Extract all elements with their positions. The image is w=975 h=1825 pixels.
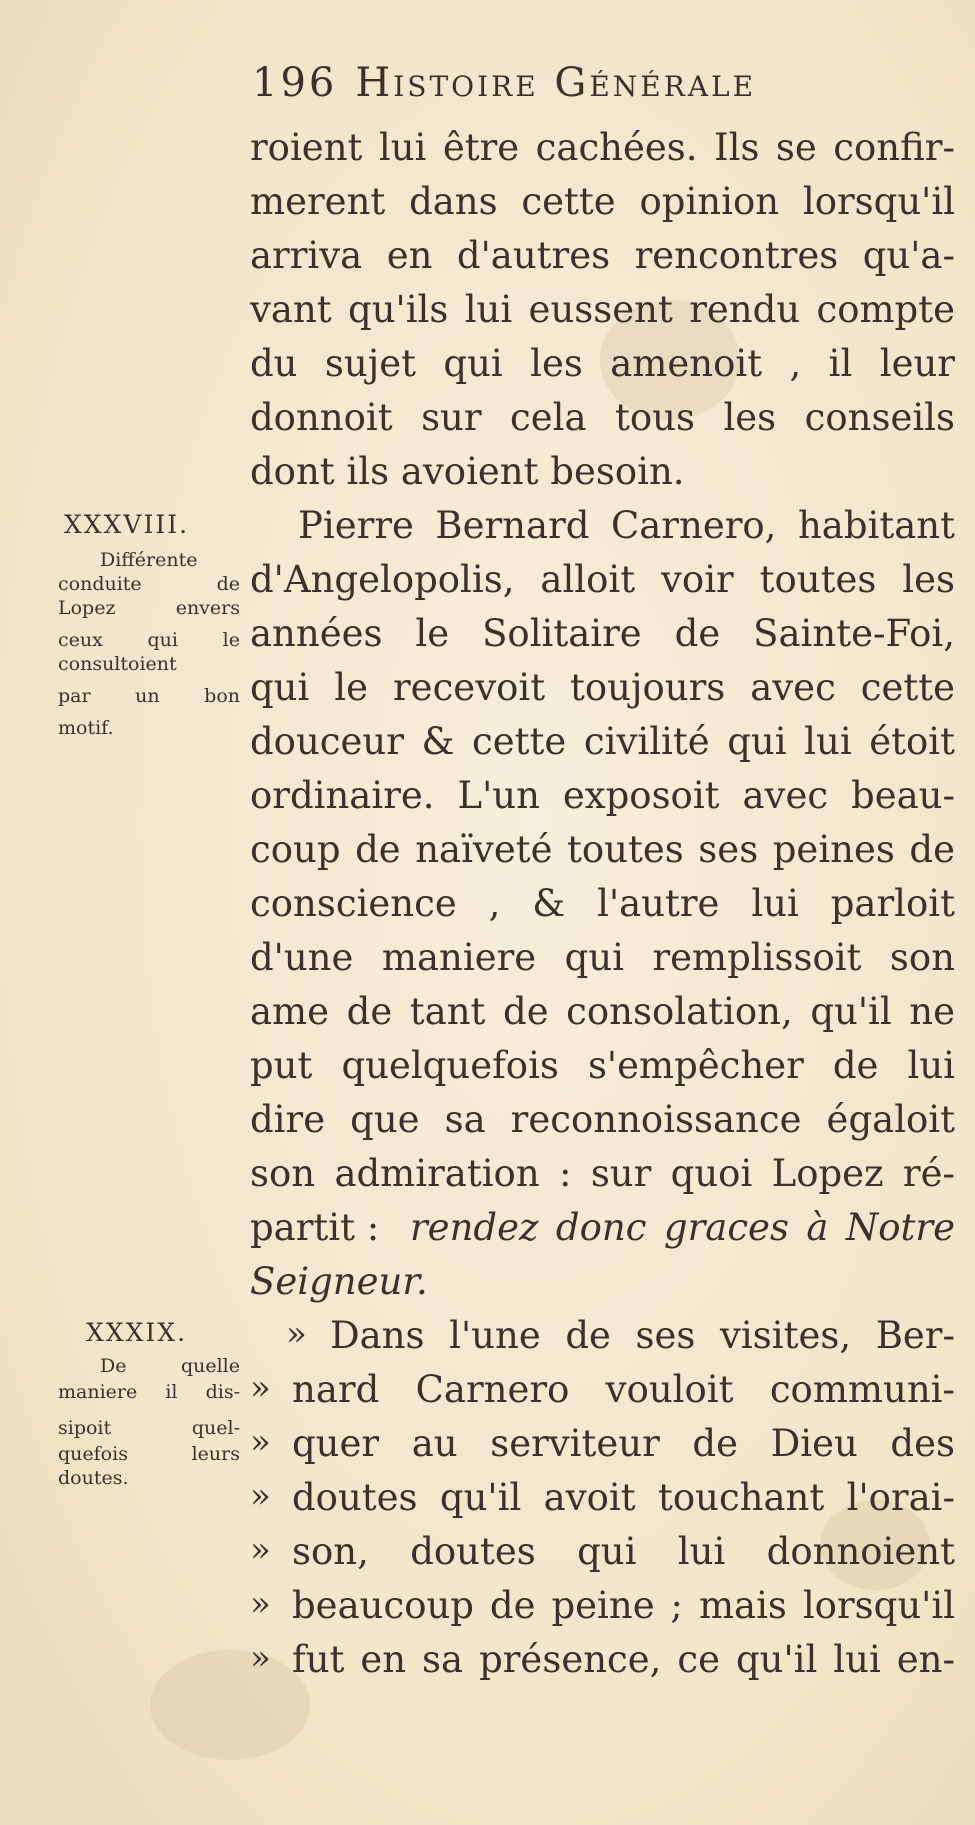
quote-line: nard Carnero vouloit communi- xyxy=(292,1368,955,1411)
quote-line: beaucoup de peine ; mais lorsqu'il xyxy=(292,1584,955,1627)
body-line: du sujet qui les amenoit , il leur xyxy=(250,342,955,385)
body-line: conscience , & l'autre lui parloit xyxy=(250,882,955,925)
quote-mark: » xyxy=(250,1638,271,1678)
margin-note-line: motif. xyxy=(58,717,114,739)
body-line: années le Solitaire de Sainte-Foi, xyxy=(250,612,955,655)
running-title: Histoire Générale xyxy=(355,60,757,106)
body-line: donnoit sur cela tous les conseils xyxy=(250,396,955,439)
quote-mark: » xyxy=(250,1476,271,1516)
margin-note-line: consultoient xyxy=(58,653,177,675)
body-line: arriva en d'autres rencontres qu'a- xyxy=(250,234,955,277)
body-line-italic: Seigneur. xyxy=(250,1260,428,1303)
paper-stain xyxy=(150,1650,310,1760)
margin-note-line: Différente xyxy=(100,549,198,571)
quote-line: son, doutes qui lui donnoient xyxy=(292,1530,955,1573)
quote-mark: » xyxy=(250,1368,271,1408)
body-line: qui le recevoit toujours avec cette xyxy=(250,666,955,709)
quote-mark: » xyxy=(250,1584,271,1624)
margin-note-line: De quelle xyxy=(100,1355,240,1377)
body-line: dire que sa reconnoissance égaloit xyxy=(250,1098,955,1141)
quote-line: Dans l'une de ses visites, Ber- xyxy=(330,1314,955,1357)
body-line: vant qu'ils lui eussent rendu compte xyxy=(250,288,955,331)
margin-note-line: Lopez envers xyxy=(58,597,240,619)
body-line: douceur & cette civilité qui lui étoit xyxy=(250,720,955,763)
margin-note-line: quefois leurs xyxy=(58,1443,240,1465)
margin-section-number: XXXVIII. xyxy=(64,510,190,539)
page-number: 196 xyxy=(252,60,338,106)
margin-note-line: ceux qui le xyxy=(58,629,240,651)
running-header xyxy=(252,60,756,106)
body-line: d'Angelopolis, alloit voir toutes les xyxy=(250,558,955,601)
quote-line: quer au serviteur de Dieu des xyxy=(292,1422,955,1465)
body-line: dont ils avoient besoin. xyxy=(250,450,685,493)
quote-line: doutes qu'il avoit touchant l'orai- xyxy=(292,1476,955,1519)
body-line: ame de tant de consolation, qu'il ne xyxy=(250,990,955,1033)
body-line: roient lui être cachées. Ils se confir- xyxy=(250,126,955,169)
quote-mark: » xyxy=(286,1314,307,1354)
body-line: merent dans cette opinion lorsqu'il xyxy=(250,180,955,223)
body-line: Pierre Bernard Carnero, habitant xyxy=(298,504,955,547)
body-line: d'une maniere qui remplissoit son xyxy=(250,936,955,979)
body-line: son admiration : sur quoi Lopez ré- xyxy=(250,1152,955,1195)
quote-mark: » xyxy=(250,1422,271,1462)
margin-note-line: sipoit quel- xyxy=(58,1417,240,1439)
body-line: partit : xyxy=(250,1206,380,1249)
margin-section-number: XXXIX. xyxy=(86,1318,188,1347)
quote-mark: » xyxy=(250,1530,271,1570)
body-line: put quelquefois s'empêcher de lui xyxy=(250,1044,955,1087)
margin-note-line: conduite de xyxy=(58,573,240,595)
quote-line: fut en sa présence, ce qu'il lui en- xyxy=(292,1638,955,1681)
margin-note-line: maniere il dis- xyxy=(58,1381,240,1403)
body-line: coup de naïveté toutes ses peines de xyxy=(250,828,955,871)
body-line-italic: rendez donc graces à Notre xyxy=(410,1206,955,1249)
margin-note-line: par un bon xyxy=(58,685,240,707)
body-line: ordinaire. L'un exposoit avec beau- xyxy=(250,774,955,817)
margin-note-line: doutes. xyxy=(58,1467,129,1489)
